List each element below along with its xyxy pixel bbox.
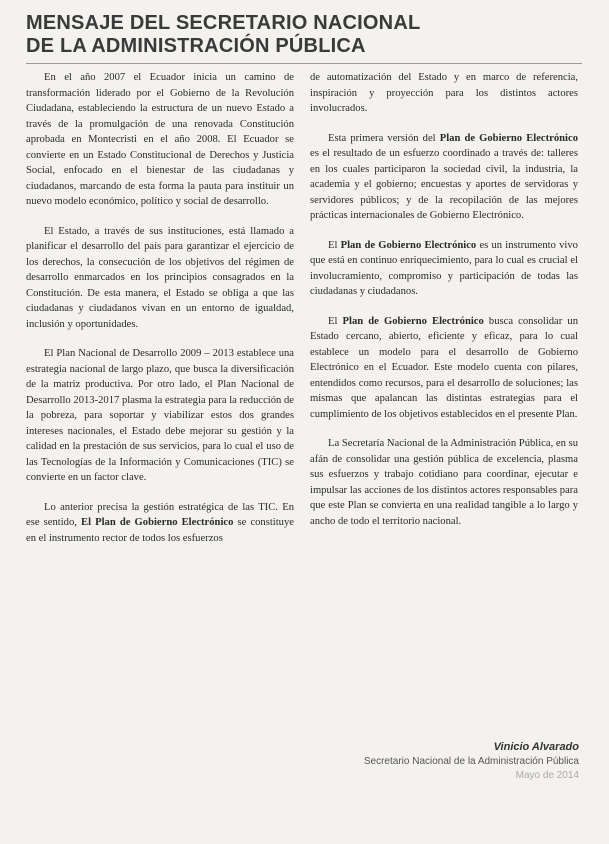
page-title xyxy=(26,12,420,58)
paragraph xyxy=(310,131,578,224)
paragraph xyxy=(310,314,578,423)
title-divider xyxy=(26,63,582,64)
signature-date: Mayo de 2014 xyxy=(515,770,579,781)
title-line-1: MENSAJE DEL SECRETARIO NACIONAL xyxy=(26,12,421,34)
paragraph-text: se constituye en el instrumento rector de todos los esfuerzos xyxy=(26,517,294,544)
plan-name-bold: El Plan de Gobierno Electrónico xyxy=(81,517,234,528)
paragraph-text: busca consolidar un Estado cercano, abierto, eficiente y eficaz, para lo cual establece un modelo para el desarrollo de Gobierno Electrónico en el Ecuador. Este modelo cuenta con pilares, entendidos como recursos, para el desarrollo de soluciones; las mismas que apalancan las distintas estrategias para el cumplimiento de los objetivos establecidos en el presente Plan. xyxy=(310,315,578,420)
paragraph-text: Esta primera versión del xyxy=(328,132,440,144)
left-column xyxy=(26,70,294,560)
plan-name-bold: Plan de Gobierno Electrónico xyxy=(342,315,484,327)
paragraph-text: El xyxy=(328,239,341,251)
paragraph-text: El xyxy=(328,315,343,327)
paragraph-text: Lo anterior precisa la gestión estratégica de las TIC. En ese sentido, xyxy=(26,501,294,528)
paragraph: El Plan Nacional de Desarrollo 2009 – 2013 establece una estrategia nacional de largo plazo, que busca la diversificación de la matriz productiva. Por otro lado, el Plan Nacional de Desarrollo 2013-2017 plasma la estrategia para la reducción de la pobreza, para soportar y viabilizar estos dos grandes intereses nacionales, el Estado debe mejorar su gestión y la calidad en la prestación de sus servicios, para lo cual el uso de las Tecnologías de la Información y Comunicaciones (TIC) se convierte en un factor clave. xyxy=(26,348,294,483)
plan-name-bold: Plan de Gobierno Electrónico xyxy=(340,239,477,251)
paragraph: La Secretaría Nacional de la Administración Pública, en su afán de consolidar una gestión pública de excelencia, plasma sus esfuerzos y trabajo cotidiano para coordinar, ejecutar e impulsar las acciones de los distintos actores responsables para que este Plan se convierta en una realidad tangible a lo largo y ancho de todo el territorio nacional. xyxy=(310,438,578,527)
signature-block xyxy=(364,739,579,783)
paragraph xyxy=(310,238,578,300)
paragraph: En el año 2007 el Ecuador inicia un camino de transformación liderado por el Gobierno de la Revolución Ciudadana, estableciendo la estructura de un nuevo Estado a través de la promulgación de una renovada Constitución aprobada en Montecristi en el año 2008. El Ecuador se convierte en un Estado Constitucional de Derechos y Justicia Social, enfocado en el bienestar de las ciudadanas y ciudadanos, marcando de esta forma la pauta para instituir un nuevo modelo económico, político y social de desarrollo. xyxy=(26,72,294,207)
right-column xyxy=(310,70,578,543)
title-line-2: DE LA ADMINISTRACIÓN PÚBLICA xyxy=(26,35,366,57)
paragraph: El Estado, a través de sus instituciones, está llamado a planificar el desarrollo del país para garantizar el ejercicio de los derechos, la consecución de los objetivos del régimen de desarrollo enmarcados en los principios consagrados en la Constitución. De esta manera, el Estado se obliga a que las ciudadanas y ciudadanos vivan en un entorno de igualdad, inclusión y oportunidades. xyxy=(26,225,294,330)
signer-name: Vinicio Alvarado xyxy=(493,741,579,753)
paragraph-text: es un instrumento vivo que está en continuo enriquecimiento, para lo cual es crucial el involucramiento, compromiso y participación de todas las ciudadanas y ciudadanos. xyxy=(310,239,578,297)
signer-role: Secretario Nacional de la Administración Pública xyxy=(363,756,579,767)
paragraph-text: es el resultado de un esfuerzo coordinado a través de: talleres en los cuales participaron la sociedad civil, la industria, la academia y el gobierno; encuestas y aportes de servidoras y servidores públicos; y de la recopilación de las mejores prácticas internacionales de Gobierno Electrónico. xyxy=(310,148,578,221)
paragraph: de automatización del Estado y en marco de referencia, inspiración y proyección para los distintos actores involucrados. xyxy=(310,72,578,114)
plan-name-bold: Plan de Gobierno Electrónico xyxy=(439,132,578,144)
paragraph xyxy=(26,500,294,547)
